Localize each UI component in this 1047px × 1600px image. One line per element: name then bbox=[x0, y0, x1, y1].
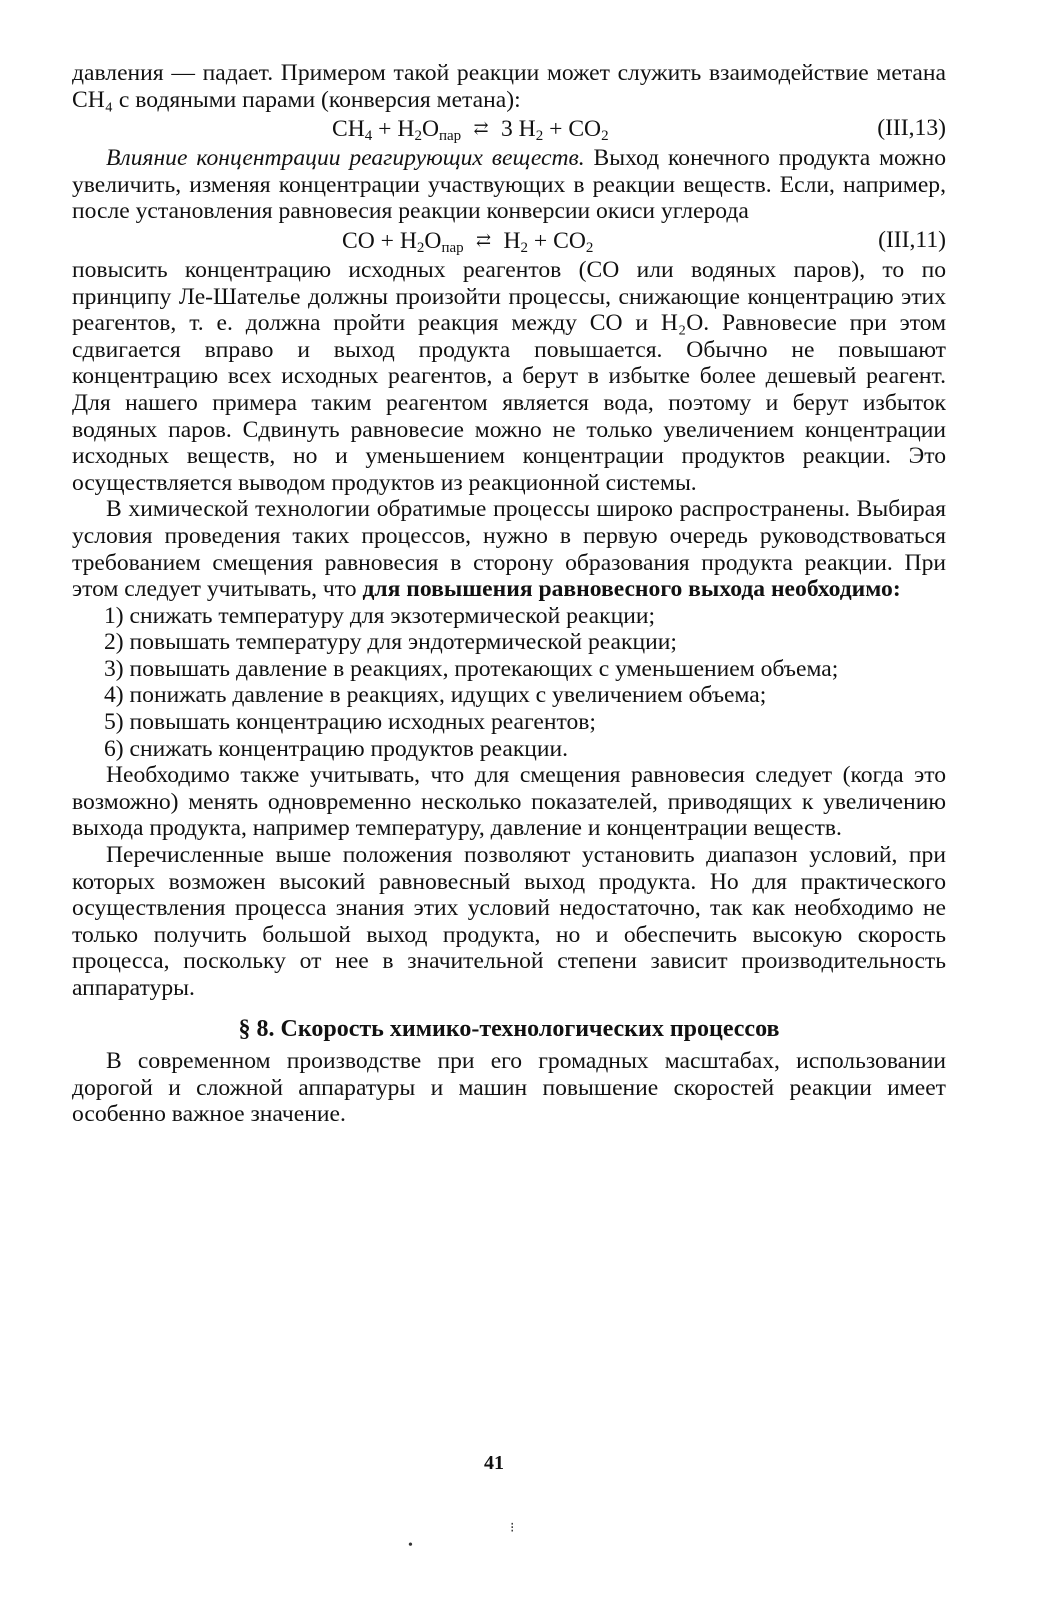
paragraph-concentration: Влияние концентрации реагирующих веществ. Выход конечного продукта можно увеличить, изменяя концентрации участвующих в реакции веществ. Если, например, после установления равновесия реакции конверсии окиси углерода bbox=[72, 145, 946, 225]
list-item: 1) снижать температуру для экзотермической реакции; bbox=[104, 602, 656, 629]
list-item: 3) повышать давление в реакциях, протекающих с уменьшением объема; bbox=[104, 655, 839, 682]
equation-methane-conversion bbox=[72, 113, 946, 145]
equation-number: (III,13) bbox=[877, 115, 946, 142]
equilibrium-arrow-icon: ⇄ bbox=[476, 229, 492, 250]
run-in-heading: Влияние концентрации реагирующих веществ. bbox=[106, 145, 585, 172]
page-number: 41 bbox=[484, 1452, 504, 1474]
paragraph-le-chatelier: повысить концентрацию исходных реагентов (CO или водяных паров), то по принципу Ле-Шателье должны произойти процессы, снижающие концентрацию этих реагентов, т. е. должна пройти реакция между CO и H₂O. Равновесие при этом сдвигается вправо и выход продукта повышается. Обычно не повышают концентрацию всех исходных реагентов, а берут в избытке более дешевый реагент. Для нашего примера таким реагентом является вода, поэтому и берут избыток водяных паров. Сдвинуть равновесие можно не только увеличением концентрации исходных веществ, но и уменьшением концентрации продуктов реакции. Это осуществляется выводом продуктов из реакционной системы. bbox=[72, 256, 946, 496]
paragraph-simultaneous-change: Необходимо также учитывать, что для смещения равновесия следует (когда это возможно) менять одновременно несколько показателей, приводящих к увеличению выхода продукта, например температуру, давление и концентрации веществ. bbox=[72, 762, 946, 842]
paragraph-conditions: Перечисленные выше положения позволяют установить диапазон условий, при которых возможен высокий равновесный выход продукта. Но для практического осуществления процесса знания этих условий недостаточно, так как необходимо не только получить большой выход продукта, но и обеспечить высокую скорость процесса, поскольку от нее в значительной степени зависит производительность аппаратуры. bbox=[72, 842, 946, 1001]
list-item: 6) снижать концентрацию продуктов реакции. bbox=[104, 735, 569, 762]
page-text bbox=[72, 60, 946, 1128]
emphasis-text: для повышения равновесного выхода необходимо: bbox=[362, 576, 901, 603]
list-item: 5) повышать концентрацию исходных реагентов; bbox=[104, 709, 596, 736]
list-item: 4) понижать давление в реакциях, идущих с увеличением объема; bbox=[104, 682, 767, 709]
section-heading: § 8. Скорость химико-технологических процессов bbox=[238, 1015, 780, 1042]
scan-speck: • bbox=[408, 1538, 413, 1553]
paragraph-modern-production: В современном производстве при его громадных масштабах, использовании дорогой и сложной аппаратуры и машин повышение скоростей реакции имеет особенно важное значение. bbox=[72, 1048, 946, 1128]
equilibrium-arrow-icon: ⇄ bbox=[473, 118, 489, 139]
equation-number: (III,11) bbox=[878, 226, 946, 253]
scan-speck: ⁝ bbox=[510, 1521, 515, 1536]
paragraph-reversible-processes: В химической технологии обратимые процессы широко распространены. Выбирая условия проведения таких процессов, нужно в первую очередь руководствоваться требованием смещения равновесия в сторону образования продукта реакции. При этом следует учитывать, что для повышения равновесного выхода необходимо: bbox=[72, 496, 946, 603]
equation-expression: CO + $H_2O_{пар}$ ⇄ $H_2 + CO_2$ bbox=[342, 227, 594, 256]
list-item: 2) повышать температуру для эндотермической реакции; bbox=[104, 629, 677, 656]
equation-co-conversion bbox=[72, 225, 946, 257]
equation-expression: $CH_4 + H_2O_{пар}$ ⇄ 3 $H_2 + CO_2$ bbox=[332, 116, 609, 145]
paragraph-intro: давления — падает. Примером такой реакции может служить взаимодействие метана CH₄ с водяными парами (конверсия метана): bbox=[72, 60, 946, 113]
